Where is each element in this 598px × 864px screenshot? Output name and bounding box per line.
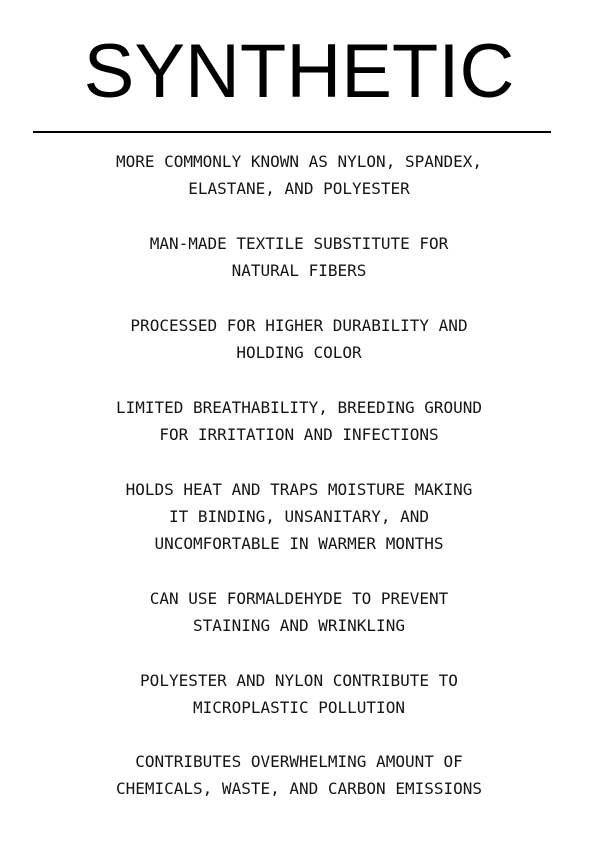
fact-line: UNCOMFORTABLE IN WARMER MONTHS	[154, 534, 444, 553]
fact-item-6	[20, 585, 578, 639]
fact-line: STAINING AND WRINKLING	[193, 616, 405, 635]
title-divider	[33, 131, 551, 133]
fact-line: IT BINDING, UNSANITARY, AND	[168, 507, 430, 526]
fact-line: MAN-MADE TEXTILE SUBSTITUTE FOR	[149, 234, 449, 253]
fact-line: CAN USE FORMALDEHYDE TO PREVENT	[149, 589, 449, 608]
fact-line: NATURAL FIBERS	[231, 261, 367, 280]
page-title: SYNTHETIC	[83, 29, 515, 114]
fact-line: POLYESTER AND NYLON CONTRIBUTE TO	[140, 671, 458, 690]
fact-line: HOLDING COLOR	[236, 343, 362, 362]
fact-line: CONTRIBUTES OVERWHELMING AMOUNT OF	[135, 752, 463, 771]
fact-line: HOLDS HEAT AND TRAPS MOISTURE MAKING	[125, 480, 473, 499]
fact-line: CHEMICALS, WASTE, AND CARBON EMISSIONS	[115, 779, 483, 798]
fact-item-4	[20, 394, 578, 448]
fact-item-3	[20, 312, 578, 366]
fact-item-5	[20, 476, 578, 557]
fact-line: MORE COMMONLY KNOWN AS NYLON, SPANDEX,	[115, 152, 483, 171]
fact-item-2	[20, 230, 578, 284]
fact-item-7	[20, 667, 578, 721]
fact-line: PROCESSED FOR HIGHER DURABILITY AND	[130, 316, 468, 335]
fact-line: MICROPLASTIC POLLUTION	[193, 698, 405, 717]
fact-line: FOR IRRITATION AND INFECTIONS	[159, 425, 439, 444]
fact-line: LIMITED BREATHABILITY, BREEDING GROUND	[115, 398, 483, 417]
fact-line: ELASTANE, AND POLYESTER	[188, 179, 410, 198]
fact-item-8	[20, 748, 578, 802]
fact-item-1	[20, 148, 578, 202]
